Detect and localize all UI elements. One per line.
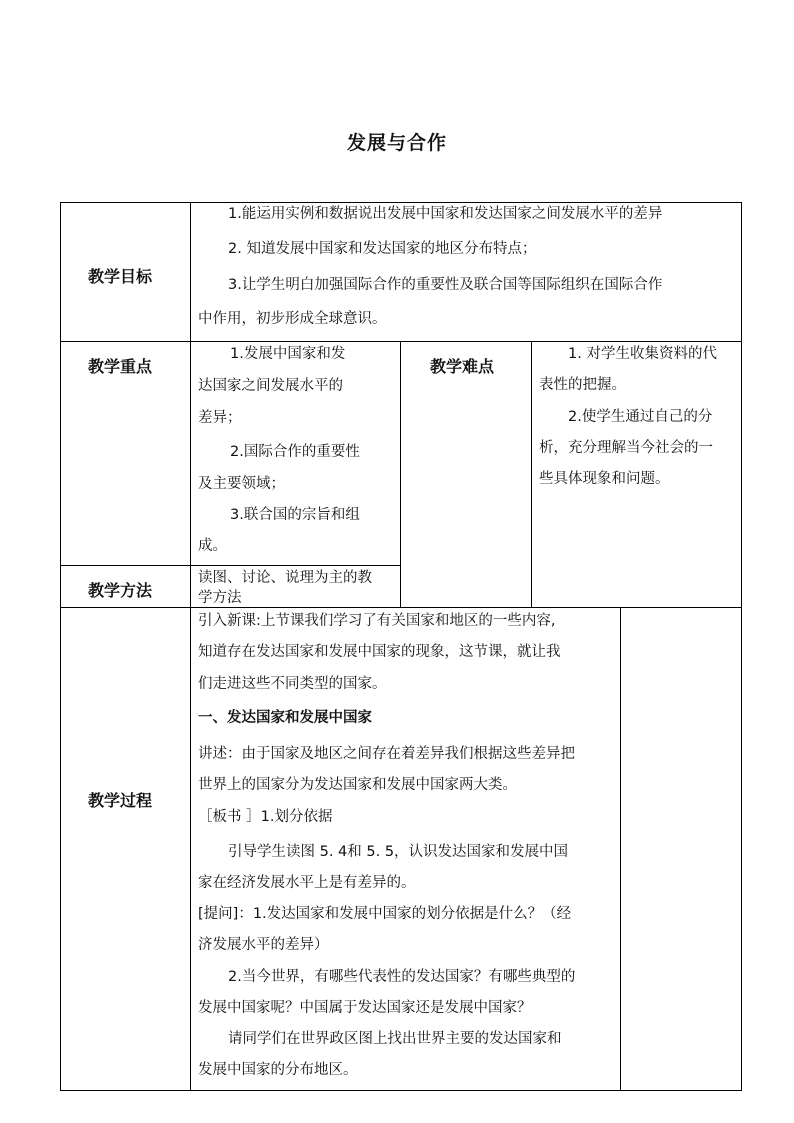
- difficulties-line: 些具体现象和问题。: [539, 471, 670, 487]
- key-points-line: 成。: [198, 538, 227, 554]
- process-line: 引导学生读图 5. 4和 5. 5，认识发达国家和发展中国: [228, 844, 569, 860]
- objectives-line: 1.能运用实例和数据说出发展中国家和发达国家之间发展水平的差异: [228, 206, 663, 222]
- process-line: 引入新课:上节课我们学习了有关国家和地区的一些内容,: [198, 613, 556, 629]
- process-line: ［板书 ］1.划分依据: [198, 809, 333, 825]
- difficulties-line: 1. 对学生收集资料的代: [568, 346, 717, 362]
- process-section-heading: 一、发达国家和发展中国家: [198, 710, 372, 726]
- table-border-keypoints-right: [400, 341, 401, 607]
- process-line: 2.当今世界，有哪些代表性的发达国家？有哪些典型的: [228, 969, 576, 985]
- table-border-top: [60, 202, 742, 203]
- table-border-difficulty-label-right: [531, 341, 532, 607]
- objectives-header: 教学目标: [88, 267, 153, 286]
- process-line: [提问]：1.发达国家和发展中国家的划分依据是什么？（经: [198, 906, 572, 922]
- key-points-line: 差异；: [198, 410, 242, 426]
- process-line: 家在经济发展水平上是有差异的。: [198, 875, 416, 891]
- process-header: 教学过程: [88, 791, 153, 810]
- document-title: 发展与合作: [346, 132, 447, 154]
- table-border-right: [741, 202, 742, 1091]
- process-line: 世界上的国家分为发达国家和发展中国家两大类。: [198, 777, 517, 793]
- table-border-label-column: [190, 202, 191, 1091]
- difficulties-line: 2.使学生通过自己的分: [568, 409, 713, 425]
- table-border-left: [60, 202, 61, 1091]
- difficulties-line: 析，充分理解当今社会的一: [539, 440, 713, 456]
- table-border-keypoints-bottom: [60, 565, 401, 566]
- method-line: 读图、讨论、说理为主的教: [198, 570, 372, 586]
- process-line: 请同学们在世界政区图上找出世界主要的发达国家和: [228, 1031, 562, 1047]
- key-points-line: 3.联合国的宗旨和组: [230, 507, 360, 523]
- key-points-line: 达国家之间发展水平的: [198, 378, 343, 394]
- process-line: 们走进这些不同类型的国家。: [198, 676, 387, 692]
- objectives-line: 3.让学生明白加强国际合作的重要性及联合国等国际组织在国际合作: [228, 277, 663, 293]
- objectives-line: 2. 知道发展中国家和发达国家的地区分布特点；: [228, 241, 537, 257]
- method-line: 学方法: [198, 590, 242, 606]
- key-points-line: 1.发展中国家和发: [230, 346, 346, 362]
- table-border-bottom: [60, 1090, 742, 1091]
- process-line: 发展中国家的分布地区。: [198, 1062, 358, 1078]
- difficulties-header: 教学难点: [430, 357, 495, 376]
- key-points-line: 及主要领域；: [198, 476, 285, 492]
- table-border-objectives-bottom: [60, 341, 742, 342]
- difficulties-line: 表性的把握。: [539, 377, 626, 393]
- method-header: 教学方法: [88, 581, 153, 600]
- table-border-method-bottom: [60, 607, 742, 608]
- process-line: 讲述：由于国家及地区之间存在着差异我们根据这些差异把: [198, 746, 575, 762]
- objectives-line: 中作用，初步形成全球意识。: [198, 311, 387, 327]
- table-border-process-notes: [620, 607, 621, 1090]
- key-points-header: 教学重点: [88, 357, 153, 376]
- process-line: 知道存在发达国家和发展中国家的现象，这节课，就让我: [198, 644, 561, 660]
- key-points-line: 2.国际合作的重要性: [230, 444, 360, 460]
- process-line: 济发展水平的差异）: [198, 937, 329, 953]
- process-line: 发展中国家呢？中国属于发达国家还是发展中国家？: [198, 1000, 532, 1016]
